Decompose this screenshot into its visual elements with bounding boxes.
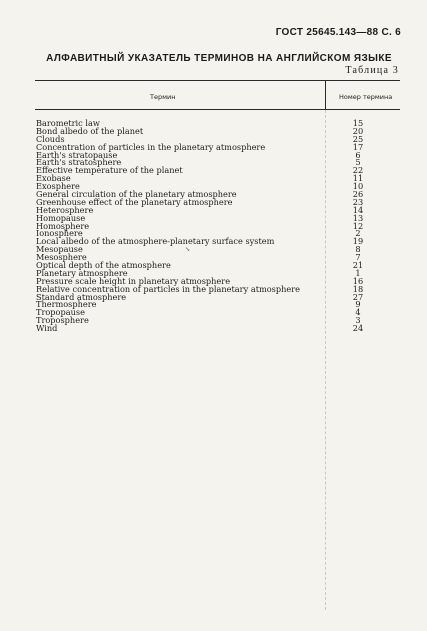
term-number-cell: 24: [352, 323, 364, 334]
column-header-number: Номер термина: [339, 93, 393, 101]
term-cell: Tropopause: [36, 307, 85, 318]
term-cell: Concentration of particles in the planetary atmosphere: [36, 141, 266, 152]
term-cell: Bond albedo of the planet: [36, 125, 144, 136]
table-column-divider: [325, 80, 326, 110]
term-cell: Exosphere: [36, 181, 80, 192]
term-number-cell: 7: [355, 252, 361, 263]
stray-mark-icon: ↘: [185, 246, 191, 253]
term-number-cell: 11: [352, 173, 364, 184]
page-header: ГОСТ 25645.143—88 С. 6: [275, 27, 401, 38]
term-cell: Relative concentration of particles in the planetary atmosphere: [36, 283, 301, 294]
term-number-cell: 17: [352, 141, 364, 152]
term-number-cell: 25: [352, 133, 364, 144]
term-cell: Exobase: [36, 173, 71, 184]
table-row: [36, 214, 398, 222]
table-row: [36, 166, 398, 174]
term-cell: Homosphere: [36, 220, 90, 231]
term-number-cell: 18: [352, 283, 364, 294]
term-number-cell: 16: [352, 275, 364, 286]
term-cell: Barometric law: [36, 118, 100, 128]
table-row: [36, 127, 398, 135]
term-cell: Pressure scale height in planetary atmosphere: [36, 275, 231, 286]
term-cell: Mesosphere: [36, 252, 87, 263]
table-row: [36, 174, 398, 182]
term-cell: Homopause: [36, 212, 86, 223]
table-header-rule: [35, 109, 400, 110]
term-cell: Optical depth of the atmosphere: [36, 260, 171, 271]
term-number-cell: 4: [355, 307, 361, 318]
table-row: [36, 308, 398, 316]
term-number-cell: 3: [355, 315, 361, 326]
term-cell: Clouds: [36, 133, 65, 144]
term-number-cell: 12: [352, 220, 364, 231]
document-title: АЛФАВИТНЫЙ УКАЗАТЕЛЬ ТЕРМИНОВ НА АНГЛИЙСКОМ ЯЗЫКЕ: [46, 53, 392, 64]
term-cell: Mesopause: [36, 244, 83, 255]
term-cell: Thermosphere: [36, 299, 97, 310]
term-cell: General circulation of the planetary atmosphere: [36, 189, 237, 200]
table-top-rule: [35, 80, 400, 81]
table-row: [36, 300, 398, 308]
table-row: [36, 237, 398, 245]
term-number-cell: 21: [352, 260, 364, 271]
term-number-cell: 1: [355, 267, 361, 278]
table-row: [36, 206, 398, 214]
term-cell: Ionosphere: [36, 228, 83, 239]
term-cell: Earth's stratopause: [36, 149, 118, 160]
table-row: [36, 222, 398, 230]
term-number-cell: 26: [352, 189, 364, 200]
term-cell: Earth's stratosphere: [36, 157, 122, 168]
term-number-cell: 23: [352, 196, 364, 207]
table-caption: Таблица 3: [345, 65, 399, 76]
term-cell: Effective temperature of the planet: [36, 165, 183, 176]
term-number-cell: 20: [352, 125, 364, 136]
terms-table-body: [36, 119, 398, 332]
term-number-cell: 9: [355, 299, 361, 310]
term-cell: Wind: [36, 323, 58, 334]
term-number-cell: 10: [352, 181, 364, 192]
term-number-cell: 14: [352, 204, 364, 215]
term-number-cell: 15: [352, 118, 364, 128]
term-number-cell: 13: [352, 212, 364, 223]
term-number-cell: 22: [352, 165, 364, 176]
term-cell: Heterosphere: [36, 204, 94, 215]
term-number-cell: 27: [352, 291, 364, 302]
table-row: [36, 316, 398, 324]
table-row: [36, 245, 398, 253]
term-cell: Troposphere: [36, 315, 89, 326]
column-header-term: Термин: [150, 93, 176, 101]
table-row: [36, 324, 398, 332]
term-number-cell: 2: [355, 228, 361, 239]
term-number-cell: 19: [352, 236, 364, 247]
term-cell: Planetary atmosphere: [36, 267, 128, 278]
term-cell: Local albedo of the atmosphere-planetary surface system: [36, 236, 275, 247]
term-number-cell: 5: [355, 157, 361, 168]
term-number-cell: 6: [355, 149, 361, 160]
term-number-cell: 8: [355, 244, 361, 255]
term-cell: Greenhouse effect of the planetary atmosphere: [36, 196, 233, 207]
term-cell: Standard atmosphere: [36, 291, 127, 302]
